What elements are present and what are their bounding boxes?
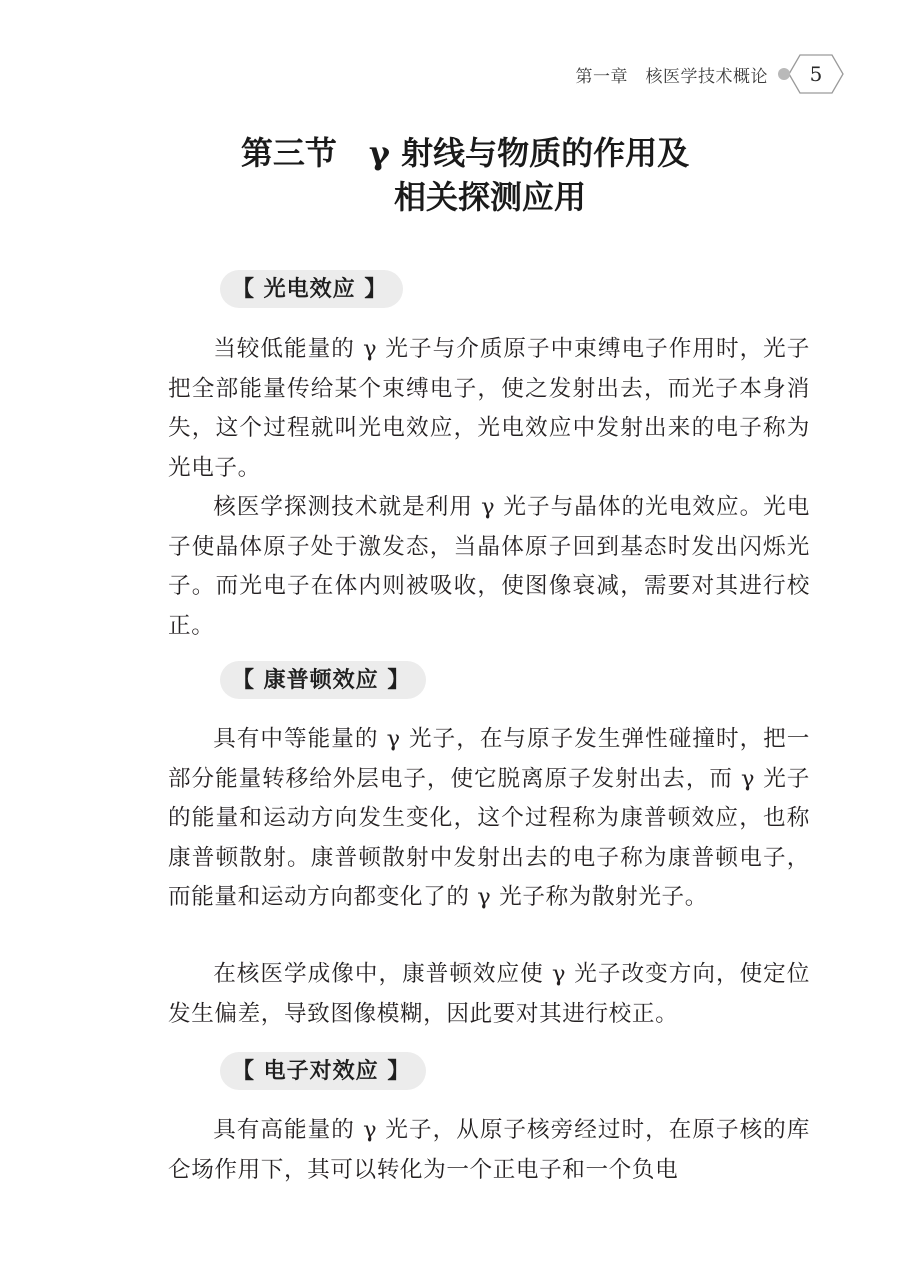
section-title-line-2: 相关探测应用 [393, 178, 586, 216]
header-dot-ornament [778, 68, 790, 80]
paragraph-compton-2: 在核医学成像中，康普顿效应使 γ 光子改变方向，使定位发生偏差，导致图像模糊，因此要对其进行校正。 [168, 961, 810, 1027]
section-title-line-1: 第三节 γ 射线与物质的作用及 [240, 134, 690, 172]
paragraph-photoelectric-1: 当较低能量的 γ 光子与介质原子中束缚电子作用时，光子把全部能量传给某个束缚电子，使之发射出去，而光子本身消失，这个过程就叫光电效应，光电效应中发射出来的电子称为光电子。 [168, 336, 810, 481]
paragraph-pair-production-1: 具有高能量的 γ 光子，从原子核旁经过时，在原子核的库仑场作用下，其可以转化为一个正电子和一个负电 [168, 1117, 810, 1183]
running-header [576, 54, 845, 94]
subsection-heading-compton: 【 康普顿效应 】 [220, 661, 426, 699]
paragraph-compton-1: 具有中等能量的 γ 光子，在与原子发生弹性碰撞时，把一部分能量转移给外层电子，使它脱离原子发射出去，而 γ 光子的能量和运动方向发生变化，这个过程称为康普顿效应，也称康普顿散射。康普顿散射中发射出去的电子称为康普顿电子，而能量和运动方向都变化了的 γ 光子称为散射光子。 [168, 726, 810, 910]
page-number: 5 [809, 62, 823, 86]
paragraph-photoelectric-2: 核医学探测技术就是利用 γ 光子与晶体的光电效应。光电子使晶体原子处于激发态，当晶体原子回到基态时发出闪烁光子。而光电子在体内则被吸收，使图像衰减，需要对其进行校正。 [168, 494, 810, 639]
section-title [0, 131, 900, 219]
chapter-running-title: 第一章 核医学技术概论 [575, 66, 768, 87]
subsection-heading-pair-production: 【 电子对效应 】 [220, 1052, 426, 1090]
page-number-badge [788, 54, 844, 94]
subsection-heading-photoelectric: 【 光电效应 】 [220, 270, 403, 308]
